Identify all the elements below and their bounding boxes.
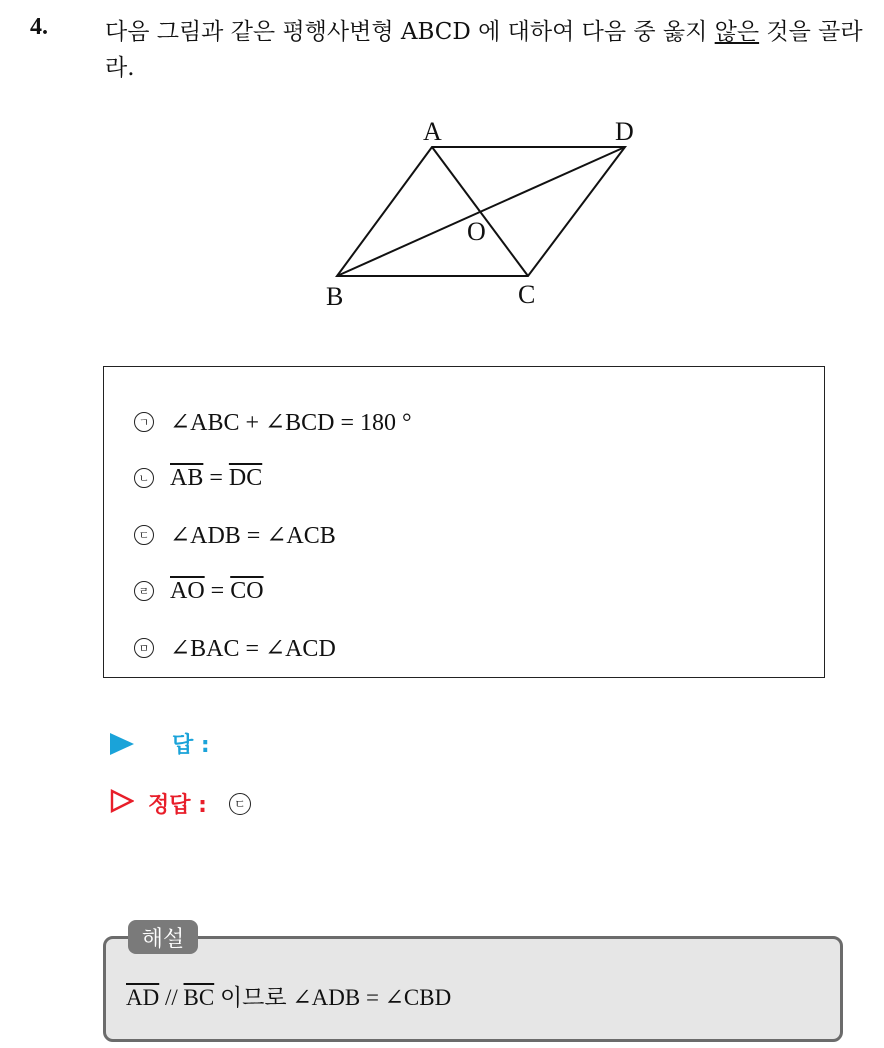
choice-5-text: ∠BAC = ∠ACD xyxy=(170,635,336,662)
label-a: A xyxy=(423,117,442,146)
explanation-text xyxy=(126,979,451,1012)
choice-2-left-segment: $\overline{AB}$ xyxy=(170,464,204,491)
answer-label: 답 : xyxy=(172,733,210,758)
choice-2-mark: ㄴ xyxy=(134,468,154,488)
choice-4-right-segment: $\overline{CO}$ xyxy=(230,577,264,604)
question-number: 4. xyxy=(30,14,48,40)
answer-row xyxy=(110,728,210,759)
choice-5 xyxy=(134,633,336,663)
question-text xyxy=(105,14,865,86)
question-text-after: 것을 골라라. xyxy=(105,19,863,81)
correct-answer-row xyxy=(110,788,251,819)
choice-4-left-segment: $\overline{AO}$ xyxy=(170,577,205,604)
explanation-box xyxy=(103,936,843,1042)
explanation-segment-1: $\overline{AD}$ xyxy=(126,985,160,1010)
choice-3-text: ∠ADB = ∠ACB xyxy=(170,522,336,549)
choice-5-mark: ㅁ xyxy=(134,638,154,658)
explanation-rest: 이므로 ∠ADB = ∠CBD xyxy=(214,985,452,1010)
choice-3-mark: ㄷ xyxy=(134,525,154,545)
choice-1-text: ∠ABC + ∠BCD = 180 ° xyxy=(170,409,412,436)
play-filled-icon xyxy=(110,733,134,755)
label-c: C xyxy=(518,280,536,309)
explanation-parallel: // xyxy=(159,985,184,1010)
label-o: O xyxy=(467,217,486,246)
play-outline-icon xyxy=(110,789,134,819)
choice-4 xyxy=(134,576,264,606)
parallelogram-figure xyxy=(310,110,650,310)
choices-box xyxy=(103,366,825,678)
question-text-underlined: 않은 xyxy=(714,19,760,45)
label-d: D xyxy=(615,117,634,146)
correct-answer-label: 정답 : xyxy=(148,793,207,818)
label-b: B xyxy=(326,282,344,310)
choice-2-equals: = xyxy=(203,464,229,491)
choice-3 xyxy=(134,520,336,550)
choice-1 xyxy=(134,407,412,437)
choice-4-equals: = xyxy=(204,577,231,604)
explanation-segment-2: $\overline{BC}$ xyxy=(183,985,215,1010)
diagonal-bd xyxy=(337,147,625,276)
correct-answer-value: ㄷ xyxy=(229,793,251,815)
choice-2-right-segment: $\overline{DC}$ xyxy=(228,464,263,491)
choice-1-mark: ㄱ xyxy=(134,412,154,432)
choice-2 xyxy=(134,463,262,493)
question-text-before: 다음 그림과 같은 평행사변형 ABCD 에 대하여 다음 중 옳지 xyxy=(105,19,715,45)
explanation-label: 해설 xyxy=(128,920,198,954)
choice-4-mark: ㄹ xyxy=(134,581,154,601)
